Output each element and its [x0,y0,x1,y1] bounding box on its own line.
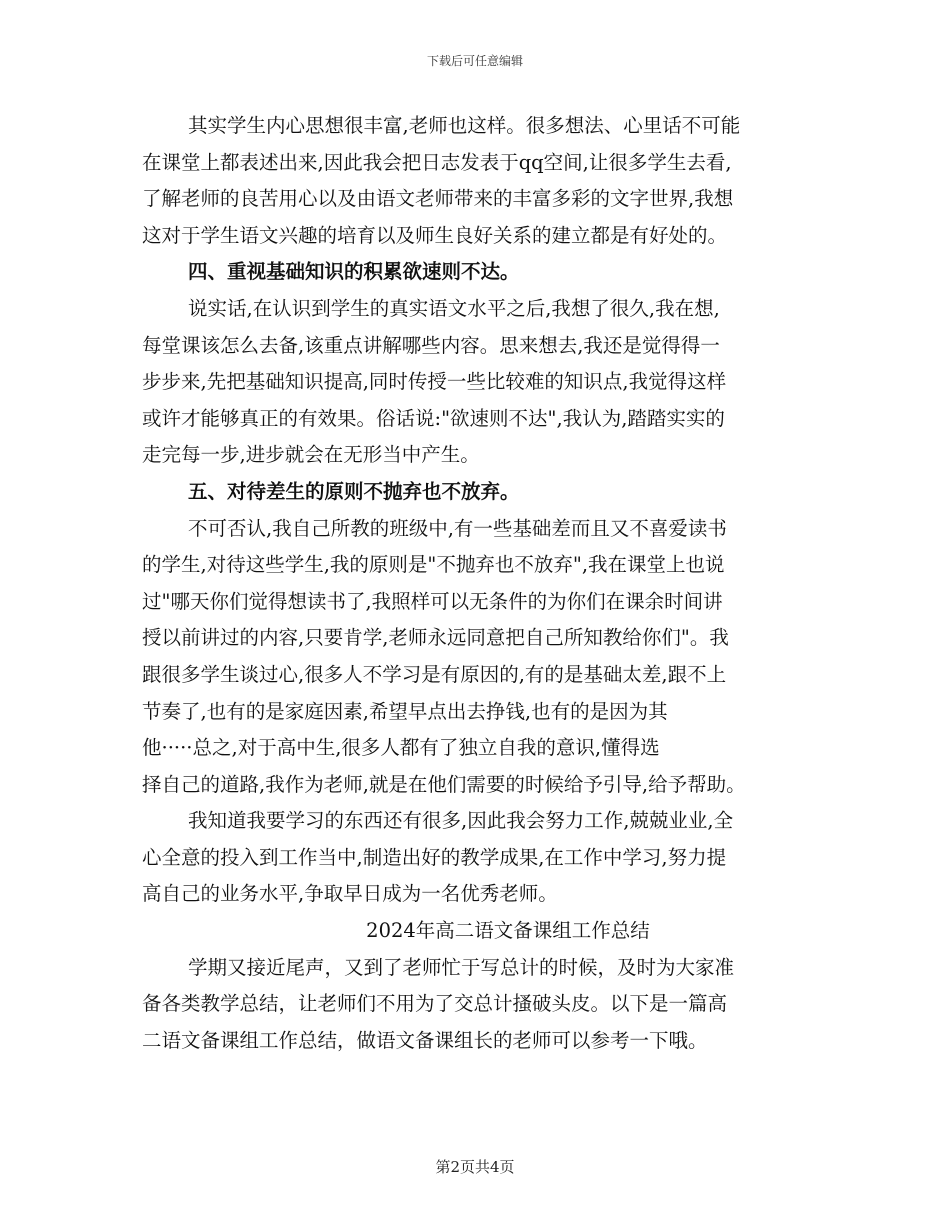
text-line: 过"哪天你们觉得想读书了,我照样可以无条件的为你们在课余时间讲 [142,589,723,613]
page-footer: 第2页共4页 [435,1158,515,1176]
text-line: 走完每一步,进步就会在无形当中产生。 [142,443,480,467]
text-line: 我知道我要学习的东西还有很多,因此我会努力工作,兢兢业业,全 [188,809,734,833]
body-paragraphs [142,108,814,913]
text-line: 或许才能够真正的有效果。俗话说:"欲速则不达",我认为,踏踏实实的 [142,406,725,430]
section-title: 2024年高二语文备课组工作总结 [366,919,650,943]
text-line: 授以前讲过的内容,只要肯学,老师永远同意把自己所知教给你们"。我 [142,626,729,650]
text-line: 这对于学生语文兴趣的培育以及师生良好关系的建立都是有好处的。 [142,223,728,247]
text-line: 了解老师的良苦用心以及由语文老师带来的丰富多彩的文字世界,我想 [142,187,734,211]
text-line: 高自己的业务水平,争取早日成为一名优秀老师。 [142,882,558,906]
text-line: 的学生,对待这些学生,我的原则是"不抛弃也不放弃",我在课堂上也说 [142,553,725,577]
text-line: 步步来,先把基础知识提高,同时传授一些比较难的知识点,我觉得这样 [142,370,727,394]
section-heading: 四、重视基础知识的积累欲速则不达。 [188,260,520,284]
text-line: 择自己的道路,我作为老师,就是在他们需要的时候给予引导,给予帮助。 [142,772,746,796]
intro-paragraph [142,950,814,1060]
text-line: 二语文备课组工作总结，做语文备课组长的老师可以参考一下哦。 [142,1028,708,1052]
section-heading: 五、对待差生的原则不抛弃也不放弃。 [188,479,520,503]
text-line: 跟很多学生谈过心,很多人不学习是有原因的,有的是基础太差,跟不上 [142,662,727,686]
text-line: 学期又接近尾声，又到了老师忙于写总计的时候，及时为大家准 [188,955,735,979]
page-header: 下载后可任意编辑 [426,54,523,68]
text-line: 备各类教学总结，让老师们不用为了交总计搔破头皮。以下是一篇高 [142,992,728,1016]
text-line: 不可否认,我自己所教的班级中,有一些基础差而且又不喜爱读书 [188,516,727,540]
text-line: 说实话,在认识到学生的真实语文水平之后,我想了很久,我在想, [188,296,720,320]
text-line: 节奏了,也有的是家庭因素,希望早点出去挣钱,也有的是因为其 [142,699,668,723]
text-line: 心全意的投入到工作当中,制造出好的教学成果,在工作中学习,努力提 [142,845,727,869]
text-line: 每堂课该怎么去备,该重点讲解哪些内容。思来想去,我还是觉得得一 [142,333,720,357]
text-line: 在课堂上都表述出来,因此我会把日志发表于qq空间,让很多学生去看, [142,150,732,174]
text-line: 他·····总之,对于高中生,很多人都有了独立自我的意识,懂得选 [142,736,660,760]
text-line: 其实学生内心思想很丰富,老师也这样。很多想法、心里话不可能 [188,114,741,137]
document-body [142,108,814,1059]
